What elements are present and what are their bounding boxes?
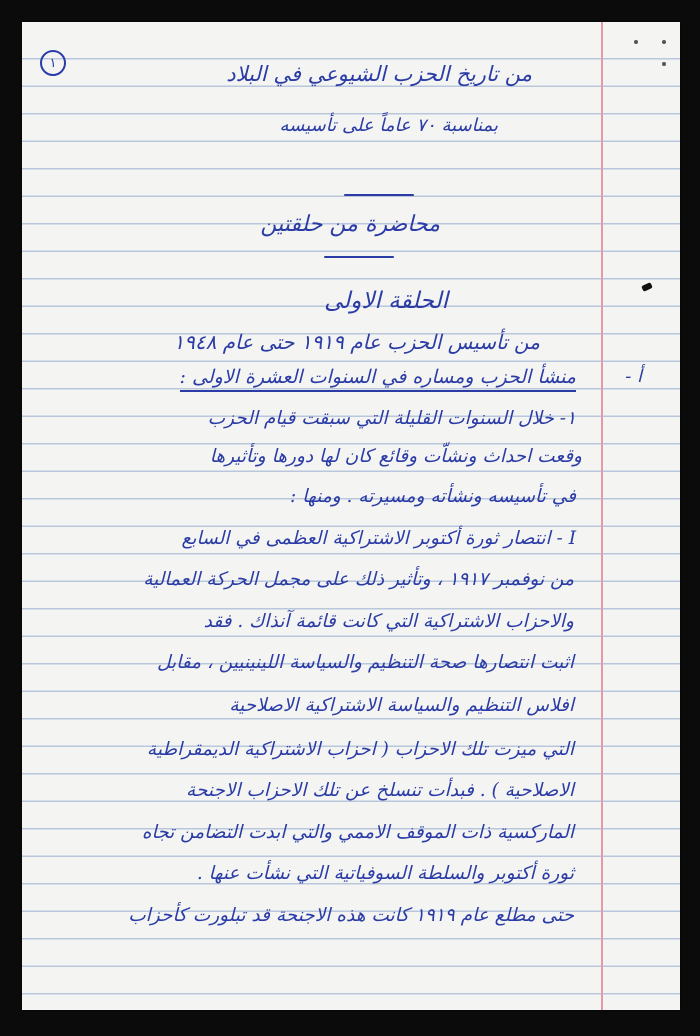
- punch-dot: [662, 62, 666, 66]
- body-line: من نوفمبر ١٩١٧ ، وتأثير ذلك على مجمل الحركة العمالية: [143, 569, 574, 590]
- body-line: في تأسيسه ونشأته ومسيرته . ومنها :: [289, 486, 576, 507]
- body-line: I - انتصار ثورة أكتوبر الاشتراكية العظمى في السابع: [181, 528, 576, 549]
- body-line: التي ميزت تلك الاحزاب ( احزاب الاشتراكية الديمقراطية: [146, 739, 574, 760]
- title-line-1: من تاريخ الحزب الشيوعي في البلاد: [226, 62, 532, 86]
- title-line-2: بمناسبة ٧٠ عاماً على تأسيسه: [279, 115, 498, 136]
- body-line: والاحزاب الاشتراكية التي كانت قائمة آنذاك . فقد: [203, 611, 574, 632]
- section-number: أ -: [625, 366, 642, 387]
- ink-mark: [641, 282, 653, 292]
- divider-rule: [324, 256, 394, 258]
- body-line: حتى مطلع عام ١٩١٩ كانت هذه الاجنحة قد تبلورت كأحزاب: [128, 905, 574, 926]
- punch-dot: [634, 40, 638, 44]
- page-number-circle: [40, 50, 66, 76]
- body-line: الاصلاحية ) . فبدأت تنسلخ عن تلك الاحزاب الاجنحة: [186, 780, 574, 801]
- body-line: ١- خلال السنوات القليلة التي سبقت قيام الحزب: [207, 408, 576, 429]
- divider-rule: [344, 194, 414, 196]
- body-line: الماركسية ذات الموقف الاممي والتي ابدت التضامن تجاه: [141, 822, 574, 843]
- body-line: ثورة أكتوبر والسلطة السوفياتية التي نشأت عنها .: [196, 863, 574, 884]
- body-line: اثبت انتصارها صحة التنظيم والسياسة اللينينيين ، مقابل: [156, 652, 574, 673]
- section-heading: منشأ الحزب ومساره في السنوات العشرة الاولى :: [180, 366, 576, 392]
- lecture-title: محاضرة من حلقتين: [260, 212, 440, 237]
- body-line: افلاس التنظيم والسياسة الاشتراكية الاصلاحية: [229, 695, 574, 716]
- notebook-page: [22, 22, 680, 1010]
- body-line: وقعت احداث ونشاّت وقائع كان لها دورها وتأثيرها: [209, 446, 582, 467]
- part-title: الحلقة الاولى: [324, 288, 448, 314]
- punch-dot: [662, 40, 666, 44]
- page-number: ١: [49, 55, 57, 71]
- part-subtitle: من تأسيس الحزب عام ١٩١٩ حتى عام ١٩٤٨: [173, 330, 540, 354]
- margin-line: [601, 22, 603, 1010]
